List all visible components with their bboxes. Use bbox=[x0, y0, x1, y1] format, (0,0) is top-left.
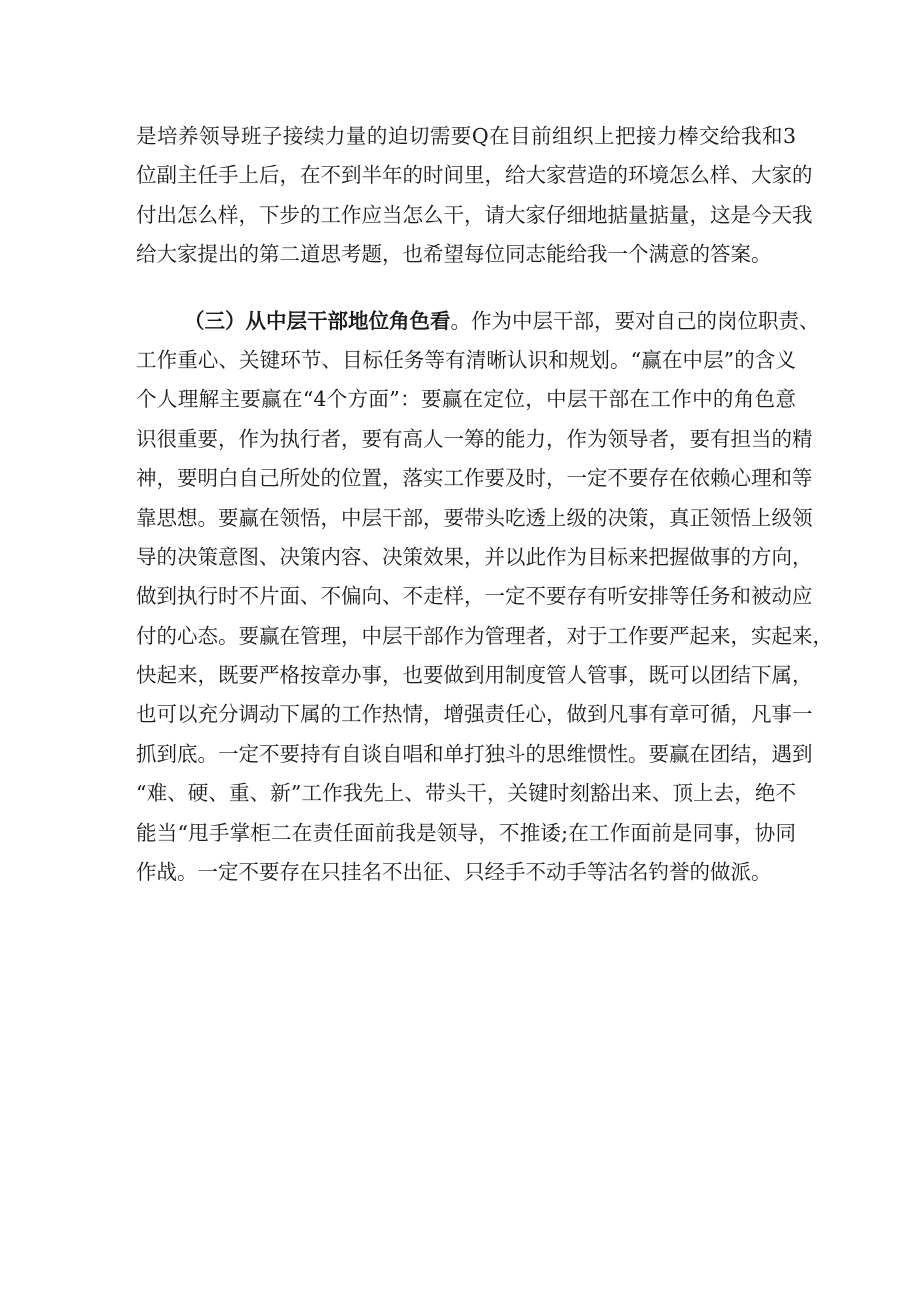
paragraph-line: 能当“甩手掌柜二在责任面前我是领导，不推诿;在工作面前是同事，协同 bbox=[136, 820, 796, 845]
paragraph-line: 付的心态。要赢在管理，中层干部作为管理者，对于工作要严起来，实起来， bbox=[136, 623, 833, 648]
paragraph-first-line bbox=[136, 302, 820, 341]
paragraph-line-rest: 。作为中层干部，要对自己的岗位职责、 bbox=[450, 308, 820, 333]
document-body bbox=[136, 117, 833, 892]
paragraph-line: 个人理解主要赢在“4个方面”：要赢在定位，中层干部在工作中的角色意 bbox=[136, 387, 796, 412]
paragraph-line: 神，要明白自己所处的位置，落实工作要及时，一定不要存在依赖心理和等 bbox=[136, 466, 813, 491]
paragraph-line: 靠思想。要赢在领悟，中层干部，要带头吃透上级的决策，真正领悟上级领 bbox=[136, 505, 813, 530]
paragraph-line: 工作重心、关键环节、目标任务等有清晰认识和规划。“赢在中层”的含义 bbox=[136, 347, 796, 372]
paragraph-line: 做到执行时不片面、不偏向、不走样，一定不要存有听安排等任务和被动应 bbox=[136, 584, 813, 609]
paragraph-line: 快起来，既要严格按章办事，也要做到用制度管人管事，既可以团结下属， bbox=[136, 663, 813, 688]
paragraph-line: “难、硬、重、新”工作我先上、带头干，关键时刻豁出来、顶上去，绝不 bbox=[136, 781, 796, 806]
paragraph-line: 给大家提出的第二道思考题，也希望每位同志能给我一个满意的答案。 bbox=[136, 242, 772, 267]
paragraph-line: 导的决策意图、决策内容、决策效果，并以此作为目标来把握做事的方向， bbox=[136, 544, 813, 569]
paragraph-line: 付出怎么样，下步的工作应当怎么干，请大家仔细地掂量掂量，这是今天我 bbox=[136, 202, 813, 227]
paragraph-1 bbox=[136, 117, 813, 275]
paragraph-line: 位副主任手上后，在不到半年的时间里，给大家营造的环境怎么样、大家的 bbox=[136, 163, 813, 188]
paragraph-line: 识很重要，作为执行者，要有高人一筹的能力，作为领导者，要有担当的精 bbox=[136, 426, 813, 451]
paragraph-line: 作战。一定不要存在只挂名不出征、只经手不动手等沽名钓誉的做派。 bbox=[136, 860, 772, 885]
paragraph-line: 也可以充分调动下属的工作热情，增强责任心，做到凡事有章可循，凡事一 bbox=[136, 702, 813, 727]
paragraph-2 bbox=[136, 302, 833, 893]
paragraph-line: 是培养领导班子接续力量的迫切需要Q在目前组织上把接力棒交给我和3 bbox=[136, 124, 796, 148]
paragraph-spacer bbox=[136, 275, 796, 302]
paragraph-line: 抓到底。一定不要持有自谈自唱和单打独斗的思维惯性。要赢在团结，遇到 bbox=[136, 741, 813, 766]
section-heading: （三）从中层干部地位角色看 bbox=[184, 308, 451, 333]
